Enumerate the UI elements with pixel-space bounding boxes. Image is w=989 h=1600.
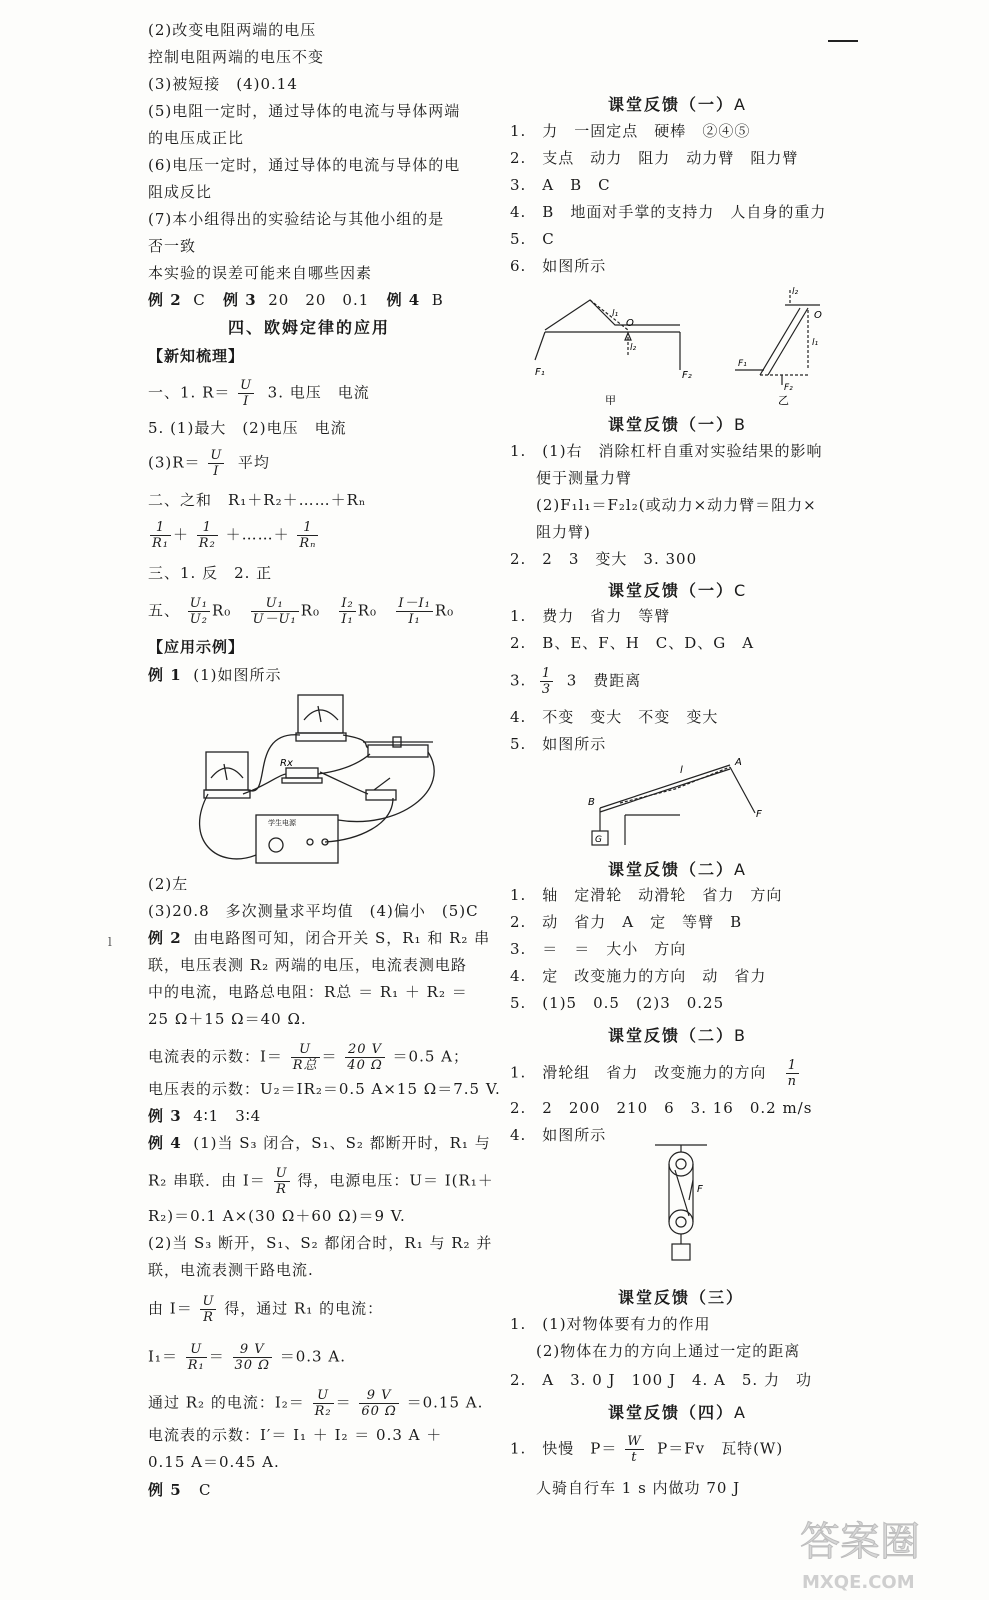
numerator: U	[313, 1388, 334, 1404]
text: 通过 R₂ 的电流：I₂＝	[148, 1393, 305, 1412]
arm-l	[620, 767, 730, 803]
text-line: (5)电阻一定时，通过导体的电流与导体两端	[148, 102, 461, 120]
fixed-pulley	[669, 1152, 693, 1176]
lever-arm	[600, 765, 730, 808]
text: ＋……＋	[225, 525, 290, 544]
feedback-heading	[608, 1400, 747, 1423]
text-line: 1. 轴 定滑轮 动滑轮 省力 方向	[510, 886, 783, 904]
text-line: (2)物体在力的方向上通过一定的距离	[536, 1342, 801, 1360]
example-label: 例 3	[148, 1107, 182, 1125]
text: ＝0.3 A.	[279, 1347, 346, 1366]
power-supply-knob	[269, 838, 283, 852]
numerator: 9 V	[359, 1388, 398, 1404]
text: 平均	[237, 453, 270, 472]
example-label: 例 2	[148, 929, 182, 947]
numerator: U	[210, 448, 223, 463]
numerator: U	[186, 1342, 207, 1358]
denominator: I	[213, 464, 220, 479]
fraction	[197, 520, 218, 551]
figure-caption: 甲	[605, 394, 616, 405]
numerator: U₁	[189, 596, 208, 611]
resistor-body	[286, 768, 318, 778]
text-line: 2. 2 3 变大 3. 300	[510, 550, 698, 568]
text-line: 2. 支点 动力 阻力 动力臂 阻力臂	[510, 149, 799, 167]
text: 1. 滑轮组 省力 改变施力的方向	[510, 1063, 767, 1082]
denominator: 3	[541, 682, 552, 697]
label-f2: F₂	[682, 370, 692, 381]
denominator: R₂	[314, 1404, 332, 1419]
rod	[768, 308, 808, 375]
weight-box	[672, 1244, 690, 1260]
fraction	[200, 1294, 216, 1325]
subsection-title: 【应用示例】	[148, 638, 245, 656]
text-line: (6)电压一定时，通过导体的电流与导体的电	[148, 156, 461, 174]
answer: 20 20 0.1	[268, 291, 370, 309]
rod	[760, 308, 800, 375]
text-line: 本实验的误差可能来自哪些因素	[148, 264, 373, 282]
fraction	[786, 1058, 799, 1089]
example-label: 例 2	[148, 291, 182, 309]
fraction	[150, 520, 171, 551]
text: R₀	[211, 601, 232, 620]
heading-text: 课堂反馈（一）	[608, 95, 735, 114]
formula-line	[148, 1166, 494, 1197]
text-line: 4. 如图所示	[510, 1126, 607, 1144]
text-line: 电流表的示数：I′＝ I₁ ＋ I₂ ＝ 0.3 A ＋	[148, 1426, 443, 1444]
fraction	[625, 1434, 643, 1465]
text-line: (7)本小组得出的实验结论与其他小组的是	[148, 210, 445, 228]
label-f1: F₁	[738, 359, 747, 369]
text-line: 阻成反比	[148, 183, 213, 201]
text: (1)当 S₃ 闭合，S₁、S₂ 都断开时，R₁ 与	[193, 1134, 491, 1152]
fraction	[313, 1388, 334, 1419]
label-a: A	[735, 757, 742, 768]
heading-suffix: A	[734, 95, 747, 114]
text: C	[198, 1481, 212, 1499]
text-line: (3)20.8 多次测量求平均值 (4)偏小 (5)C	[148, 902, 479, 920]
text-line: 25 Ω＋15 Ω＝40 Ω.	[148, 1010, 307, 1028]
text-line: 的电压成正比	[148, 129, 245, 147]
text-line: 0.15 A＝0.45 A.	[148, 1453, 280, 1471]
wire	[200, 794, 256, 859]
text-line: 人骑自行车 1 s 内做功 70 J	[536, 1479, 741, 1497]
ammeter-body	[206, 752, 248, 790]
heading-suffix: B	[734, 1026, 747, 1045]
text-line: 4. B 地面对手掌的支持力 人自身的重力	[510, 203, 827, 221]
ammeter-needle	[224, 764, 227, 780]
text-line: (2)左	[148, 875, 189, 893]
text: 3 费距离	[566, 671, 642, 690]
label-l2: l₂	[792, 287, 799, 297]
formula-line	[148, 448, 270, 479]
denominator: U－U₁	[252, 612, 297, 627]
fraction	[291, 1042, 320, 1073]
text-line: 联，电压表测 R₂ 两端的电压，电流表测电路	[148, 956, 467, 974]
numerator: U	[240, 378, 253, 393]
text-line: 1. 力 一固定点 硬棒 ②④⑤	[510, 122, 751, 140]
formula-line	[510, 666, 641, 697]
denominator: t	[631, 1450, 638, 1465]
numerator: W	[627, 1434, 642, 1449]
example-line	[148, 1480, 211, 1500]
numerator: 1	[297, 520, 318, 536]
denominator: n	[787, 1074, 798, 1089]
example-answers	[148, 290, 444, 310]
circuit-diagram	[188, 690, 488, 875]
text: 一、1. R＝	[148, 383, 231, 402]
subsection-title: 【新知梳理】	[148, 347, 245, 365]
example-label: 例 5	[148, 1481, 182, 1499]
denominator: 30 Ω	[234, 1358, 270, 1373]
section-title: 四、欧姆定律的应用	[228, 318, 391, 337]
example-line	[148, 1133, 491, 1153]
text-line: (3)被短接 (4)0.14	[148, 75, 298, 93]
text-line: 5. (1)5 0.5 (2)3 0.25	[510, 994, 725, 1012]
switch-base	[366, 790, 396, 800]
text-line: 2. A 3. 0 J 100 J 4. A 5. 力 功	[510, 1371, 812, 1389]
text: 得，通过 R₁ 的电流：	[224, 1299, 384, 1318]
denominator: I	[243, 394, 250, 409]
fraction	[359, 1388, 398, 1419]
rx-label: Rx	[280, 758, 293, 769]
fraction	[208, 448, 224, 479]
text-line: 否一致	[148, 237, 197, 255]
top-dash	[828, 40, 858, 42]
text-line: 中的电流，电路总电阻：R总 ＝ R₁ ＋ R₂ ＝	[148, 983, 468, 1001]
label-o: O	[814, 310, 822, 321]
text-line: 4. 定 改变施力的方向 动 省力	[510, 967, 767, 985]
denominator: I₁	[341, 612, 354, 627]
example-label: 例 4	[386, 291, 421, 309]
answer: C	[193, 291, 206, 309]
text: 由电路图可知，闭合开关 S，R₁ 和 R₂ 串	[193, 929, 491, 947]
voltmeter-needle	[318, 706, 321, 722]
text-line: 5. C	[510, 230, 555, 248]
fraction	[297, 520, 318, 551]
text-line: 1. (1)右 消除杠杆自重对实验结果的影响	[510, 442, 823, 460]
numerator: U	[291, 1042, 320, 1058]
arm-l1	[590, 300, 628, 330]
numerator: 1	[541, 666, 552, 681]
wire	[243, 774, 286, 794]
label-f: F	[756, 809, 762, 820]
text: (3)R＝	[148, 453, 201, 472]
terminal	[307, 839, 313, 845]
text-line: 5. 如图所示	[510, 735, 607, 753]
formula-line: 通过 R₂ 的电流：I₂＝ $\frac{U}{\text{R₂}}$ ＝ $\frac{9 V}{60 \Omega}$ ＝0.15 A.	[148, 1388, 484, 1419]
text: ＝0.15 A.	[406, 1393, 484, 1412]
formula-line	[148, 378, 370, 409]
switch-lever	[374, 778, 390, 790]
feedback-heading	[608, 412, 747, 435]
numerator: I₂	[341, 596, 354, 611]
heading-suffix: C	[734, 581, 748, 600]
denominator: U₂	[189, 612, 208, 627]
text: R₀	[434, 601, 455, 620]
heading-suffix: B	[734, 415, 747, 434]
formula-line	[510, 1058, 801, 1089]
label-l2: l₂	[630, 343, 637, 353]
text: R₀	[300, 601, 321, 620]
heading-text: 课堂反馈（二）	[608, 1026, 735, 1045]
heading-suffix: A	[734, 1403, 747, 1422]
numerator: 9 V	[233, 1342, 272, 1358]
text-line: 4. 不变 变大 不变 变大	[510, 708, 719, 726]
movable-pulley-axle	[676, 1217, 686, 1227]
text-line: (2)F₁l₁＝F₂l₂(或动力×动力臂＝阻力×	[536, 496, 817, 514]
text-line: 3. ＝ ＝ 大小 方向	[510, 940, 687, 958]
example-label: 例 4	[148, 1134, 182, 1152]
fraction	[186, 1342, 207, 1373]
label-f2: F₂	[784, 383, 793, 393]
text-line: 二、之和 R₁＋R₂＋……＋Rₙ	[148, 491, 367, 509]
example-line	[148, 928, 490, 948]
heading-suffix: A	[734, 860, 747, 879]
label-g: G	[595, 835, 602, 845]
text: R₀	[357, 601, 378, 620]
text-line: 电压表的示数：U₂＝IR₂＝0.5 A×15 Ω＝7.5 V.	[148, 1080, 501, 1098]
fraction	[188, 596, 210, 627]
text-line: R₂)＝0.1 A×(30 Ω＋60 Ω)＝9 V.	[148, 1207, 406, 1225]
fraction	[251, 596, 299, 627]
denominator: Rₙ	[299, 536, 317, 551]
numerator: 1	[786, 1058, 799, 1074]
feedback-heading	[608, 578, 747, 601]
text-line: 1. 费力 省力 等臂	[510, 607, 671, 625]
feedback-heading: 课堂反馈（三）	[618, 1288, 745, 1307]
numerator: U	[202, 1294, 215, 1309]
text: 得，电源电压：U＝ I(R₁＋	[297, 1171, 494, 1190]
formula-line: I₁＝ $\frac{U}{\text{R₁}}$ ＝ $\frac{9 V}{30 \Omega}$ ＝0.3 A.	[148, 1342, 346, 1373]
text: 电流表的示数：I＝	[148, 1047, 283, 1066]
heading-text: 课堂反馈（一）	[608, 581, 735, 600]
text-line: (2)改变电阻两端的电压	[148, 21, 317, 39]
feedback-heading	[608, 1023, 747, 1046]
watermark-text: 答案圈	[800, 1519, 920, 1565]
denominator: R₁	[187, 1358, 205, 1373]
label-f1: F₁	[535, 367, 545, 378]
text: 4∶1 3∶4	[193, 1107, 262, 1125]
fraction	[345, 1042, 384, 1073]
numerator: U₁	[251, 596, 299, 612]
denominator: R	[203, 1310, 214, 1325]
fraction	[274, 1166, 290, 1197]
wire	[343, 735, 368, 748]
force-f1-arrow	[535, 332, 545, 360]
text: (1)如图所示	[193, 666, 282, 684]
text-line: 联，电流表测干路电流.	[148, 1261, 314, 1279]
fraction	[238, 378, 254, 409]
heading-text: 课堂反馈（一）	[608, 415, 735, 434]
text-line: 2. 动 省力 A 定 等臂 B	[510, 913, 743, 931]
formula-line: $\frac{1}{\text{R₁}}$ ＋ $\frac{1}{\text{R₂}}$ ＋……＋ $\frac{1}{\text{Rₙ}}$	[152, 520, 317, 551]
voltmeter-body	[298, 695, 343, 733]
formula-line	[148, 1294, 383, 1325]
answer: B	[431, 291, 444, 309]
watermark-site: MXQE.COM	[802, 1572, 915, 1593]
wire	[318, 754, 370, 774]
text-line: 控制电阻两端的电压不变	[148, 48, 325, 66]
resistor-base	[282, 778, 322, 783]
pulley-diagram	[645, 1140, 725, 1280]
heading-text: 课堂反馈（四）	[608, 1403, 735, 1422]
label-l1: l₁	[612, 309, 619, 319]
force-f-arrow	[730, 767, 755, 813]
margin-mark: l	[108, 935, 112, 949]
fraction	[233, 1342, 272, 1373]
text: 3.	[510, 671, 527, 690]
wire	[320, 772, 368, 794]
denominator: 40 Ω	[347, 1058, 383, 1073]
text: 3. 电压 电流	[267, 383, 370, 402]
denominator: I₁	[408, 612, 421, 627]
lever-diagrams	[530, 280, 840, 405]
example-label: 例 1	[148, 666, 182, 684]
text: P＝Fv 瓦特(W)	[657, 1439, 784, 1458]
text-line: 三、1. 反 2. 正	[148, 564, 273, 582]
formula-line	[148, 596, 454, 627]
text-line: 5. (1)最大 (2)电压 电流	[148, 419, 347, 437]
label-o: O	[626, 318, 634, 329]
feedback-heading	[608, 92, 747, 115]
label-b: B	[588, 797, 595, 808]
figure-caption: 乙	[778, 394, 789, 405]
example-label: 例 3	[223, 291, 257, 309]
denominator: R	[276, 1182, 287, 1197]
text-line: 6. 如图所示	[510, 257, 607, 275]
text-line: 3. A B C	[510, 176, 611, 194]
text-line: 2. B、E、F、H C、D、G A	[510, 634, 755, 652]
text: ＝0.5 A；	[392, 1047, 469, 1066]
wire	[325, 798, 393, 842]
denominator: 60 Ω	[361, 1404, 397, 1419]
text-line: 1. (1)对物体要有力的作用	[510, 1315, 711, 1333]
rope	[675, 1170, 689, 1216]
text: 由 I＝	[148, 1299, 193, 1318]
power-supply-label: 学生电源	[268, 819, 296, 827]
denominator: R₂	[198, 536, 216, 551]
lever-diagram-bag	[580, 755, 780, 850]
heading-text: 课堂反馈（二）	[608, 860, 735, 879]
example-line	[148, 1106, 261, 1126]
text-line: (2)当 S₃ 断开，S₁、S₂ 都闭合时，R₁ 与 R₂ 并	[148, 1234, 493, 1252]
text-line: 阻力臂)	[536, 523, 591, 541]
numerator: I－I₁	[398, 596, 431, 611]
fraction	[396, 596, 432, 627]
movable-pulley	[669, 1210, 693, 1234]
text-line: 2. 2 200 210 6 3. 16 0.2 m/s	[510, 1099, 813, 1117]
label-l1: l₁	[812, 338, 819, 348]
fraction	[540, 666, 553, 697]
label-f: F	[697, 1184, 703, 1195]
formula-line	[510, 1434, 783, 1465]
watermark-logo	[790, 1500, 970, 1600]
label-l: l	[680, 765, 683, 776]
lever-arm	[600, 769, 730, 812]
numerator: 1	[197, 520, 218, 536]
text: 五、	[148, 601, 181, 620]
example-line	[148, 665, 281, 685]
numerator: 1	[150, 520, 171, 536]
voltmeter-base	[296, 733, 346, 741]
text: R₂ 串联．由 I＝	[148, 1171, 266, 1190]
formula-line: 电流表的示数：I＝ $\frac{U}{\text{R总}}$ ＝ $\frac{20 V}{40 \Omega}$ ＝0.5 A；	[148, 1042, 469, 1073]
numerator: 20 V	[345, 1042, 384, 1058]
text-line: 便于测量力臂	[536, 469, 633, 487]
feedback-heading	[608, 857, 747, 880]
text: I₁＝	[148, 1347, 178, 1366]
text: 1. 快慢 P＝	[510, 1439, 618, 1458]
fraction	[339, 596, 355, 627]
numerator: U	[275, 1166, 288, 1181]
fixed-pulley-axle	[676, 1159, 686, 1169]
denominator: R₁	[152, 536, 169, 551]
denominator: R总	[292, 1058, 318, 1073]
